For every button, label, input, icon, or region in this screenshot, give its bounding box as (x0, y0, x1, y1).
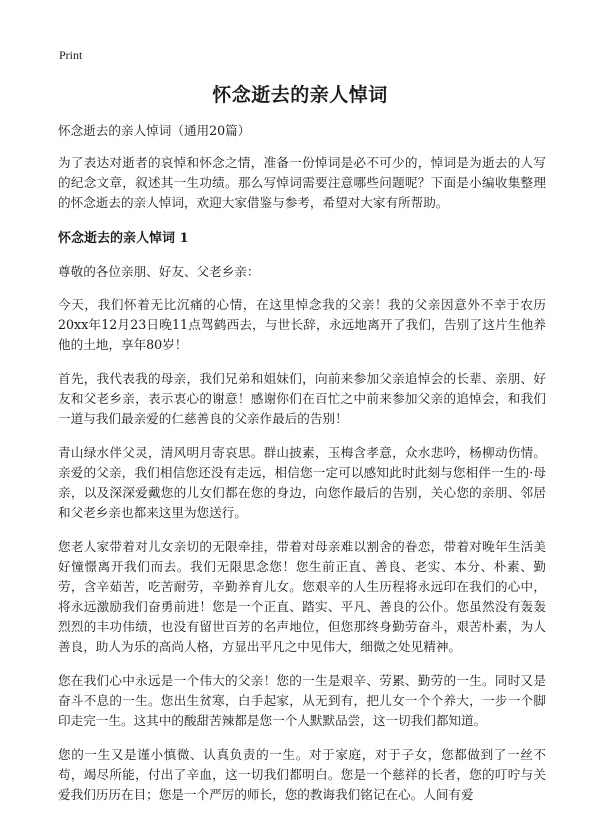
page-title: 怀念逝去的亲人悼词 (212, 84, 388, 106)
intro-paragraph: 为了表达对逝者的哀悼和怀念之情，准备一份悼词是必不可少的，悼词是为逝去的人写的纪念文章，叙述其一生功绩。那么写悼词需要注意哪些问题呢？下面是小编收集整理的怀念逝去的亲人悼词，欢迎大家借鉴与参考，希望对大家有所帮助。 (58, 155, 546, 210)
body-paragraph: 青山绿水伴父灵，清风明月寄哀思。群山披素，玉梅含孝意，众水悲吟，杨柳动伤情。亲爱的父亲，我们相信您还没有走远，相信您一定可以感知此时此刻与您相伴一生的·母亲，以及深深爱戴您的儿女们都在您的身边，向您作最后的告别，关心您的亲朋、邻居和父老乡亲也都来这里为您送行。 (58, 445, 546, 520)
section-heading: 怀念逝去的亲人悼词 1 (58, 231, 189, 246)
body-paragraph: 您在我们心中永远是一个伟大的父亲！您的一生是艰辛、劳累、勤劳的一生。同时又是奋斗不息的一生。您出生贫寒，白手起家，从无到有，把儿女一个个养大，一步一个脚印走完一生。这其中的酸甜苦辣都是您一个人默默品尝，这一切我们都知道。 (58, 673, 546, 728)
document-body (58, 121, 546, 819)
print-link[interactable]: Print (59, 48, 83, 62)
greeting-line: 尊敬的各位亲朋、好友、父老乡亲： (58, 264, 260, 279)
body-paragraph: 今天，我们怀着无比沉痛的心情，在这里悼念我的父亲！我的父亲因意外不幸于农历20xx年12月23日晚11点驾鹤西去，与世长辞，永远地离开了我们，告别了这片生他养他的土地，享年80岁！ (58, 297, 546, 352)
body-paragraph: 首先，我代表我的母亲，我们兄弟和姐妹们，向前来参加父亲追悼会的长辈、亲朋、好友和父老乡亲，表示衷心的谢意！感谢你们在百忙之中前来参加父亲的追悼会，和我们一道与我们最亲爱的仁慈善良的父亲作最后的告别！ (58, 371, 546, 426)
body-paragraph: 您老人家带着对儿女亲切的无限牵挂，带着对母亲难以割舍的眷恋，带着对晚年生活美好憧憬离开我们而去。我们无限思念您！您生前正直、善良、老实、本分、朴素、勤劳，含辛茹苦，吃苦耐劳，辛勤养育儿女。您艰辛的人生历程将永远印在我们的心中，将永远激励我们奋勇前进！您是一个正直、踏实、平凡、善良的公仆。您虽然没有轰轰烈烈的丰功伟绩，也没有留世百芳的名声地位，但您那终身勤劳奋斗，艰苦朴素，为人善良，助人为乐的高尚人格，方显出平凡之中见伟大，细微之处见精神。 (58, 539, 546, 654)
document-subtitle: 怀念逝去的亲人悼词（通用20篇） (58, 123, 251, 138)
body-paragraph: 您的一生又是谨小慎微、认真负责的一生。对于家庭，对于子女，您都做到了一丝不苟，竭尽所能，付出了辛血，这一切我们都明白。您是一个慈祥的长者，您的叮咛与关爱我们历历在目；您是一个严厉的师长，您的教诲我们铭记在心。人间有爱 (58, 747, 546, 802)
